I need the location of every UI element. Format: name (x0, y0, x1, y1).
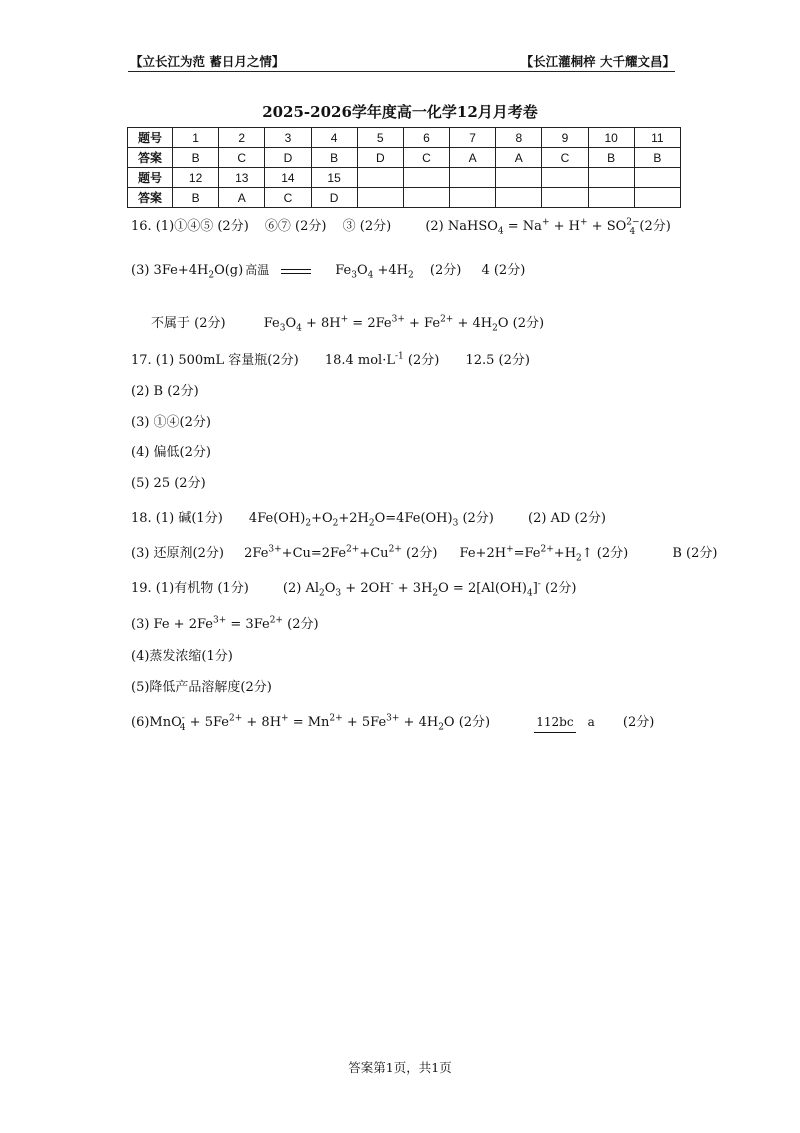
q19-line-5 (131, 712, 666, 733)
answer-cell: B (634, 148, 680, 168)
answer-cell: B (173, 188, 219, 208)
q19-equation-2: (3) $Fe + 2Fe^{3+} = 3Fe^{2+}$ (2分) (131, 615, 319, 632)
q16-ionic-equation: $Fe_3O_4 + 8H^+ = 2Fe^{3+} + Fe^{2+} + 4H_2O$ (2分) (263, 314, 545, 334)
q-number: 10 (588, 128, 634, 148)
answer-cell: B (311, 148, 357, 168)
q19-equation-3: $(6)MnO^-_4 + 5Fe^{2+} + 8H^+ = Mn^{2+} + 5Fe^{3+} + 4H_2O$ (2分) (131, 713, 491, 733)
q17-line-4: (4) 偏低(2分) (131, 445, 211, 460)
q17-line-1 (131, 352, 542, 370)
q-number: 7 (450, 128, 496, 148)
page-title: 2025-2026学年度高一化学12月月考卷 (262, 103, 538, 121)
q16-score: (2分) (429, 263, 462, 278)
q18-equation: $4Fe(OH)_2+O_2+2H_2O=4Fe(OH)_3$ (2分) (248, 511, 494, 529)
q16-line-1 (131, 218, 683, 236)
answer-cell: C (403, 148, 449, 168)
table-row (128, 128, 681, 148)
answer-cell: A (496, 148, 542, 168)
q18-part1: 18. (1) 碱(1分) (131, 511, 223, 526)
answer-cell: B (588, 148, 634, 168)
q19-line-3: (4)蒸发浓缩(1分) (131, 649, 233, 664)
answer-cell: B (173, 148, 219, 168)
q-number: 3 (265, 128, 311, 148)
q-number (634, 168, 680, 188)
page-footer: 答案第1页，共1页 (348, 1060, 452, 1075)
q-number: 15 (311, 168, 357, 188)
answer-cell (634, 188, 680, 208)
q19-fraction-answer: 112bc a (2分) (534, 712, 654, 733)
q17-line-5: (5) 25 (2分) (131, 476, 206, 491)
q18-line-2 (131, 545, 729, 563)
label-question: 题号 (128, 168, 173, 188)
answer-cell (588, 188, 634, 208)
q19-line-4: (5)降低产品溶解度(2分) (131, 680, 272, 695)
answer-cell: D (265, 148, 311, 168)
q16-part1: 16. (1)①④⑤ (2分) (131, 219, 249, 234)
table-row (128, 188, 681, 208)
q18-equation-3: $Fe+2H^+=Fe^{2+}+H_2↑$ (2分) (459, 544, 629, 564)
answer-cell (357, 188, 403, 208)
answer-cell (450, 188, 496, 208)
q16-part1b: ⑥⑦ (2分) (264, 219, 327, 234)
label-question: 题号 (128, 128, 173, 148)
answer-cell: A (450, 148, 496, 168)
table-row (128, 168, 681, 188)
q-number: 14 (265, 168, 311, 188)
label-answer: 答案 (128, 188, 173, 208)
q-number: 1 (173, 128, 219, 148)
q-number: 11 (634, 128, 680, 148)
q17-volume: 12.5 (2分) (465, 353, 530, 368)
q19-line-2 (131, 616, 331, 634)
q-number: 5 (357, 128, 403, 148)
header-rule (128, 71, 675, 72)
q-number: 12 (173, 168, 219, 188)
q16-answer-4: 4 (2分) (481, 263, 526, 278)
q17-line-3: (3) ①④(2分) (131, 415, 211, 430)
header-right-motto: 【长江灌桐梓 大千耀文昌】 (520, 54, 675, 69)
reaction-condition: 高温 (245, 262, 323, 280)
q-number (542, 168, 588, 188)
q16-line-3 (151, 315, 556, 333)
q-number (450, 168, 496, 188)
q16-not-belong: 不属于 (2分) (151, 316, 226, 331)
q-number (357, 168, 403, 188)
q19-equation: (2) $Al_2O_3 + 2OH^- + 3H_2O = 2[Al(OH)_4]^-$ (2分) (282, 579, 577, 599)
q16-part1c: ③ (2分) (342, 219, 392, 234)
q-number: 8 (496, 128, 542, 148)
q18-part4: B (2分) (672, 546, 718, 561)
answer-cell (542, 188, 588, 208)
table-row (128, 148, 681, 168)
q-number: 4 (311, 128, 357, 148)
q-number (403, 168, 449, 188)
answer-cell: C (219, 148, 265, 168)
q-number (588, 168, 634, 188)
q-number: 9 (542, 128, 588, 148)
answer-cell: D (357, 148, 403, 168)
q19-part1: 19. (1)有机物 (1分) (131, 581, 249, 596)
answer-table (127, 127, 681, 208)
answer-cell (496, 188, 542, 208)
q18-equation-2: $2Fe^{3+}+Cu=2Fe^{2+}+Cu^{2+}$ (2分) (244, 544, 438, 561)
q16-equation-3: (3) $3Fe+4H_2O(g)$ 高温 $Fe_3O_4 +4H_2$ (131, 263, 414, 281)
q17-concentration: 18.4 $mol\cdot L^{-1}$ (2分) (324, 351, 440, 368)
answer-cell: D (311, 188, 357, 208)
answer-cell: A (219, 188, 265, 208)
q18-part2: (2) AD (2分) (528, 511, 606, 526)
q-number (496, 168, 542, 188)
header-left-motto: 【立长江为范 蓄日月之情】 (130, 54, 285, 69)
q-number: 6 (403, 128, 449, 148)
answer-cell (403, 188, 449, 208)
answer-cell: C (542, 148, 588, 168)
q-number: 13 (219, 168, 265, 188)
answer-cell: C (265, 188, 311, 208)
q19-line-1 (131, 580, 588, 598)
q17-part1: 17. (1) 500mL 容量瓶(2分) (131, 353, 299, 368)
q17-line-2: (2) B (2分) (131, 384, 199, 399)
q18-line-1 (131, 510, 618, 528)
q-number: 2 (219, 128, 265, 148)
label-answer: 答案 (128, 148, 173, 168)
q16-part2: (2) NaHSO$_4$ = $Na^+ + H^+ + SO^{2-}_4$ (2分) (425, 217, 671, 237)
fraction: 112bc a (534, 712, 606, 733)
q18-part3: (3) 还原剂(2分) (131, 546, 224, 561)
q16-line-2 (131, 262, 537, 280)
